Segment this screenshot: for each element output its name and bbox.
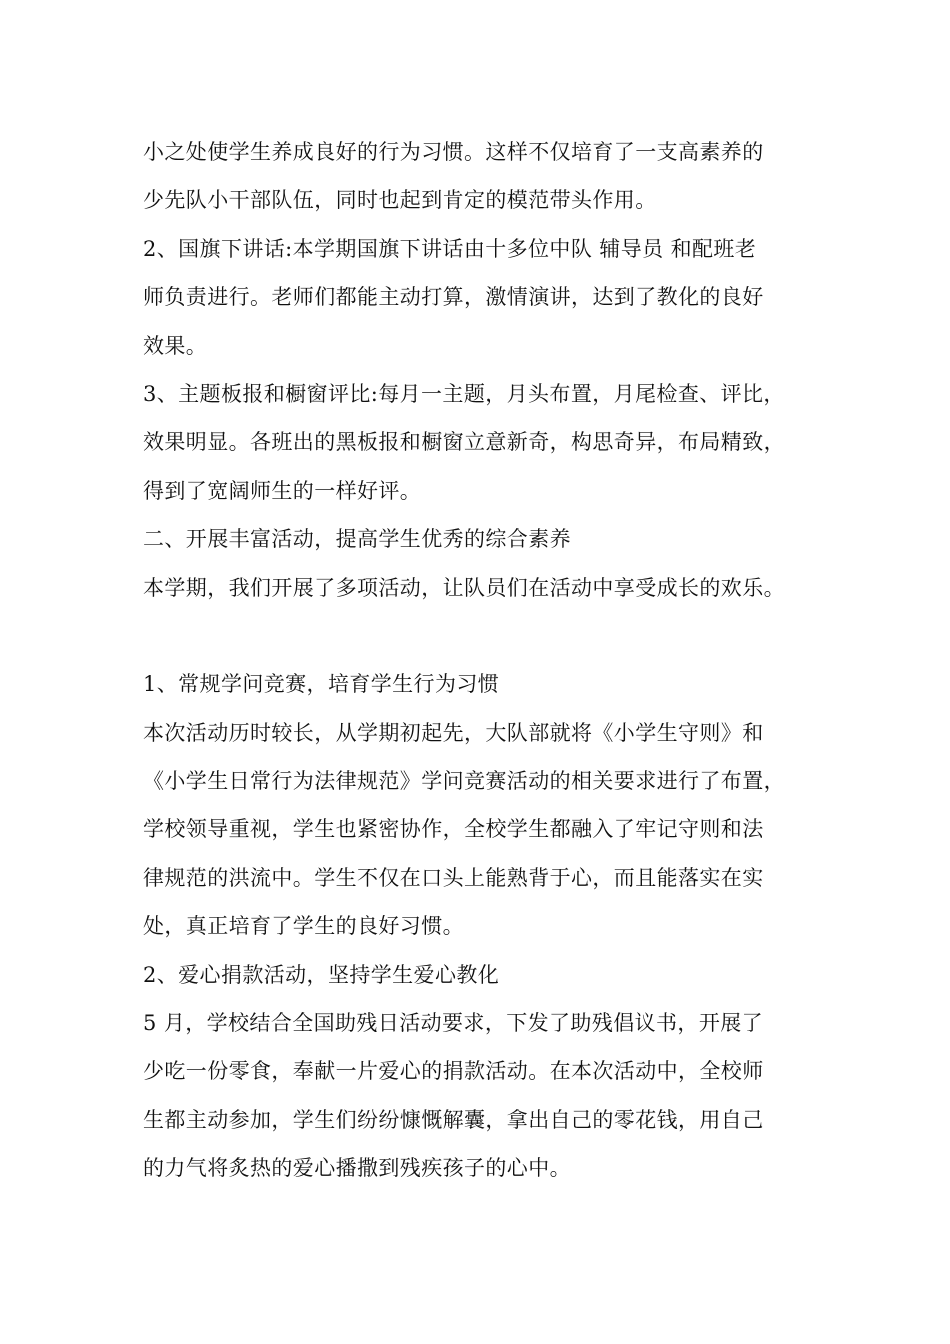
text-line: 处，真正培育了学生的良好习惯。 bbox=[143, 914, 464, 939]
text-line: 律规范的洪流中。学生不仅在口头上能熟背于心，而且能落实在实 bbox=[143, 865, 764, 890]
subsection-heading: 1、常规学问竞赛，培育学生行为习惯 bbox=[143, 672, 500, 697]
text-line: 3、主题板报和橱窗评比:每月一主题，月头布置，月尾检查、评比， bbox=[143, 381, 785, 406]
text-line: 本次活动历时较长，从学期初起先，大队部就将《小学生守则》和 bbox=[143, 720, 764, 745]
blank-line bbox=[143, 612, 833, 660]
text-line: 《小学生日常行为法律规范》学问竞赛活动的相关要求进行了布置， bbox=[143, 769, 785, 794]
section-heading: 二、开展丰富活动，提高学生优秀的综合素养 bbox=[143, 527, 571, 552]
text-line: 少吃一份零食，奉献一片爱心的捐款活动。在本次活动中，全校师 bbox=[143, 1059, 764, 1084]
text-line: 得到了宽阔师生的一样好评。 bbox=[143, 478, 422, 503]
text-line: 效果明显。各班出的黑板报和橱窗立意新奇，构思奇异，布局精致， bbox=[143, 430, 785, 455]
text-line: 效果。 bbox=[143, 333, 208, 358]
text-line: 5 月，学校结合全国助残日活动要求，下发了助残倡议书，开展了 bbox=[143, 1011, 764, 1036]
text-line: 小之处使学生养成良好的行为习惯。这样不仅培育了一支高素养的 bbox=[143, 140, 764, 164]
text-line: 的力气将炙热的爱心播撒到残疾孩子的心中。 bbox=[143, 1156, 571, 1181]
text-line: 生都主动参加，学生们纷纷慷慨解囊，拿出自己的零花钱，用自己 bbox=[143, 1107, 764, 1132]
text-line: 本学期，我们开展了多项活动，让队员们在活动中享受成长的欢乐。 bbox=[143, 575, 785, 600]
subsection-heading: 2、爱心捐款活动，坚持学生爱心教化 bbox=[143, 962, 500, 987]
text-line: 少先队小干部队伍，同时也起到肯定的模范带头作用。 bbox=[143, 188, 657, 213]
text-line: 师负责进行。老师们都能主动打算，激情演讲，达到了教化的良好 bbox=[143, 285, 764, 310]
document-body bbox=[143, 128, 833, 1193]
text-line: 2、国旗下讲话:本学期国旗下讲话由十多位中队 辅导员 和配班老 bbox=[143, 236, 757, 261]
text-line: 学校领导重视，学生也紧密协作，全校学生都融入了牢记守则和法 bbox=[143, 817, 764, 842]
